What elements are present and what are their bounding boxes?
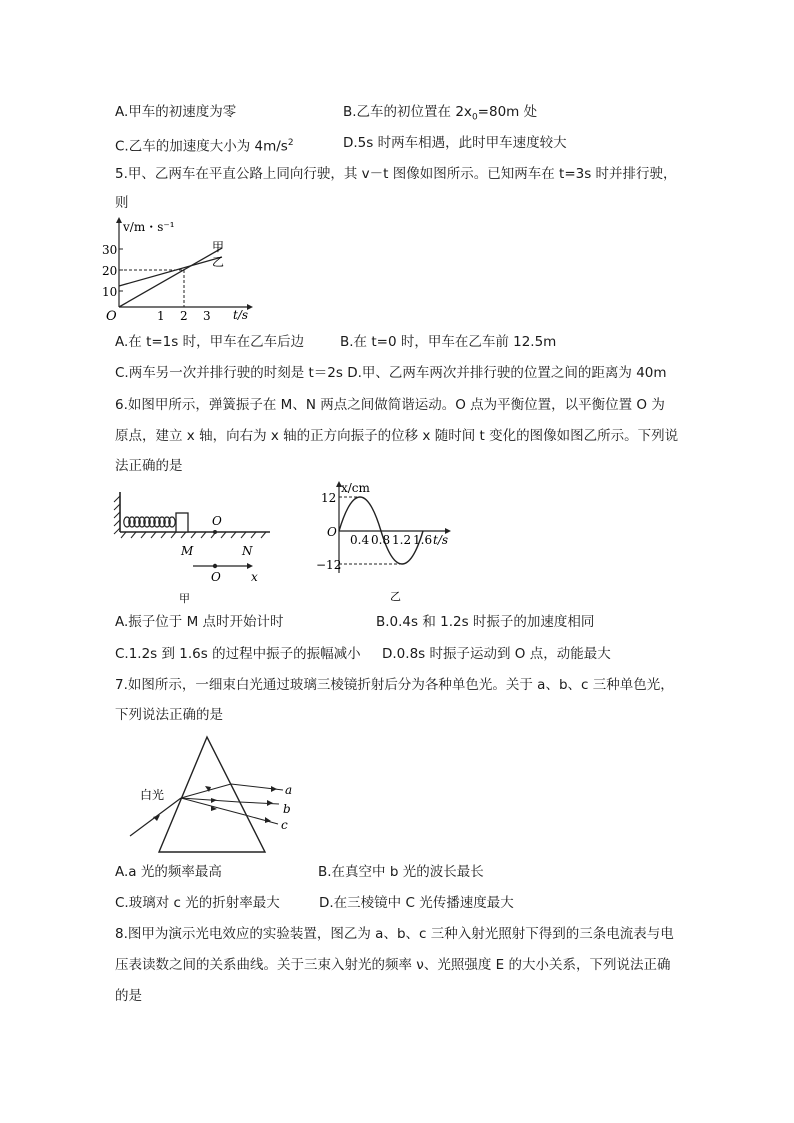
q4-option-c: C.乙车的加速度大小为 $4m/s^2$ <box>115 138 294 155</box>
q7-option-a: A.a 光的频率最高 <box>115 864 222 880</box>
label-n: N <box>242 544 253 558</box>
spring <box>124 517 175 527</box>
label-b: b <box>283 802 291 816</box>
q6-stem-line2: 原点，建立 x 轴，向右为 x 轴的正方向振子的位移 x 随时间 t 变化的图像如图乙所示。下列说 <box>115 428 679 444</box>
q7-stem-line2: 下列说法正确的是 <box>115 707 223 723</box>
q5-option-cd: C.两车另一次并排行驶的时刻是 t＝2s D.甲、乙两车两次并排行驶的位置之间的距离为 40m <box>115 365 667 381</box>
xt-xtick: 1.6 <box>413 533 433 547</box>
label-m: M <box>181 544 194 558</box>
label-o-axis: O <box>211 570 221 584</box>
q8-stem-line1: 8.图甲为演示光电效应的实验装置，图乙为 a、b、c 三种入射光照射下得到的三条电流表与电 <box>115 926 674 942</box>
q5-stem-line1: 5.甲、乙两车在平直公路上同向行驶，其 v－t 图像如图所示。已知两车在 t=3s 时并排行驶， <box>115 166 677 182</box>
label-x: x <box>251 570 258 584</box>
q7-option-c: C.玻璃对 c 光的折射率最大 <box>115 895 280 911</box>
oscillator-block <box>176 513 188 532</box>
caption-yi: 乙 <box>390 590 401 603</box>
q4-option-d: D.5s 时两车相遇，此时甲车速度较大 <box>343 135 567 151</box>
legend-yi: 乙 <box>212 255 225 269</box>
q6-option-a: A.振子位于 M 点时开始计时 <box>115 614 284 630</box>
caption-jia: 甲 <box>179 592 190 605</box>
q8-stem-line2: 压表读数之间的关系曲线。关于三束入射光的频率 ν、光照强度 E 的大小关系，下列说法正确 <box>115 957 671 973</box>
vt-origin: O <box>106 309 117 324</box>
line-jia <box>119 248 225 307</box>
q6-option-c: C.1.2s 到 1.6s 的过程中振子的振幅减小 <box>115 646 361 662</box>
legend-jia: 甲 <box>212 240 225 254</box>
xt-ytick-neg: −12 <box>316 558 342 572</box>
vt-xtick: 3 <box>203 309 211 323</box>
q6-option-b: B.0.4s 和 1.2s 时振子的加速度相同 <box>376 614 595 630</box>
xt-xtick: 1.2 <box>392 533 412 547</box>
xt-ylabel: x/cm <box>341 481 370 495</box>
vt-ylabel: v/m・s⁻¹ <box>123 220 175 234</box>
xt-xtick: 0.4 <box>350 533 370 547</box>
q7-option-b: B.在真空中 b 光的波长最长 <box>318 864 484 880</box>
prism <box>159 737 265 852</box>
q7-prism-figure <box>113 732 313 858</box>
xt-ytick-pos: 12 <box>321 491 337 505</box>
vt-xtick: 1 <box>157 309 165 323</box>
q6-figure-yi <box>313 479 453 604</box>
vt-ytick: 30 <box>102 243 118 257</box>
q5-option-b: B.在 t=0 时，甲车在乙车前 12.5m <box>340 334 557 350</box>
q5-option-a: A.在 t=1s 时，甲车在乙车后边 <box>115 334 305 350</box>
q5-vt-graph <box>102 217 255 324</box>
vt-xtick: 2 <box>180 309 188 323</box>
xt-xlabel: t/s <box>433 533 449 547</box>
q6-figure-jia <box>112 488 272 606</box>
q7-option-d: D.在三棱镜中 C 光传播速度最大 <box>319 895 514 911</box>
q7-stem-line1: 7.如图所示，一细束白光通过玻璃三棱镜折射后分为各种单色光。关于 a、b、c 三种单色光， <box>115 677 674 693</box>
xt-xtick: 0.8 <box>371 533 391 547</box>
q4-option-b: B.乙车的初位置在 $2x_0=80m$ 处 <box>343 104 538 123</box>
vt-xlabel: t/s <box>233 308 249 322</box>
q6-stem-line1: 6.如图甲所示，弹簧振子在 M、N 两点之间做简谐运动。O 点为平衡位置，以平衡位置 O 为 <box>115 397 665 413</box>
line-yi <box>119 255 225 286</box>
label-o-top: O <box>212 514 222 528</box>
label-c: c <box>281 818 288 832</box>
label-white-light: 白光 <box>140 788 165 802</box>
q4-option-a: A.甲车的初速度为零 <box>115 104 237 120</box>
q6-option-d: D.0.8s 时振子运动到 O 点，动能最大 <box>382 646 611 662</box>
xt-origin: O <box>327 525 337 539</box>
label-a: a <box>285 783 293 797</box>
vt-ytick: 10 <box>102 285 118 299</box>
q6-stem-line3: 法正确的是 <box>115 458 183 474</box>
vt-ytick: 20 <box>102 264 118 278</box>
q5-stem-line2: 则 <box>115 195 129 211</box>
q8-stem-line3: 的是 <box>115 988 142 1004</box>
